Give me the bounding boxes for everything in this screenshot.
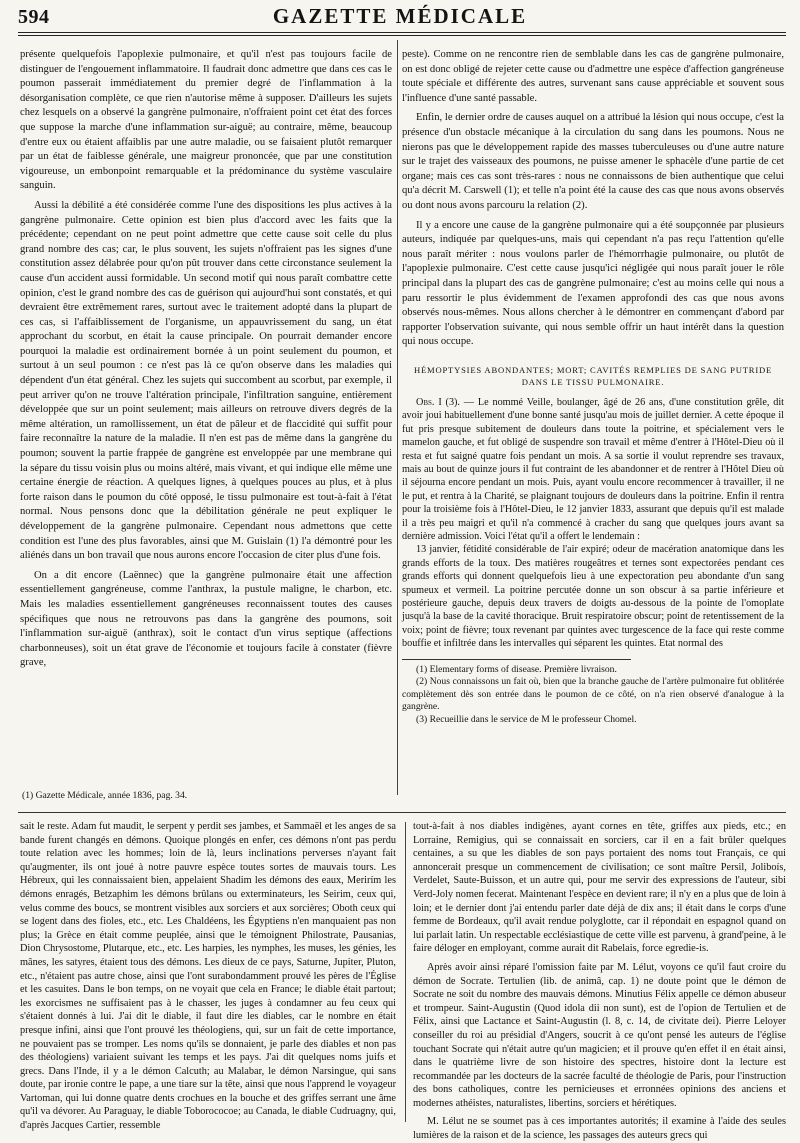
running-title: GAZETTE MÉDICALE <box>272 4 528 28</box>
paragraph: Aussi la débilité a été considérée comme l'une des dispositions les plus actives à la gangrène pulmonaire. Cette opinion est bien plus d'accord avec les faits que la précédente; cependant on ne peut point admettre que cette cause soit celle du plus grand nombre des cas; car, le plus souvent, les sujets n'offraient pas les signes d'une constitution assez délabrée pour qu'on pût trouver dans cette circonstance seulement la cause d'un accident aussi formidable. Un second motif qui nous paraît combattre cette opinion, c'est le grand nombre des cas de guérison qui aujourd'hui sont constatés, et qui devraient être extrêmement rares, surtout avec le traitement adopté dans la plupart de ces cas, si l'affaiblissement de l'organisme, un appauvrissement du sang, un état approchant du scorbut, en était la cause principale. On pourrait demander encore pourquoi la maladie est ordinairement bornée à un point seulement du poumon, et surtout à un seul poumon : ce n'est pas là ce qu'on observe dans les maladies qui dépendent d'un état général. Chez les sujets qui succombent au scorbut, par exemple, il peut arriver qu'on ne trouve l'altération principale, l'infiltration sanguine, entièrement développée que sur un point seulement; mais ailleurs on retrouve divers degrés de la même altération, un ramollissement, un état de pâleur et de flaccidité qui suffit pour faire reconnaître la nature de la maladie. Il n'en est pas de même dans la gangrène du poumon; souvent la partie frappée de gangrène est enveloppée par une membrane qui la sépare du tissu voisin plus ou moins altéré, mais vivant, et qui indique elle même une certaine énergie de réaction. A quelques lignes, à quelques pouces au plus, et à plus forte raison dans le poumon du côté opposé, le tissu pulmonaire est tout-à-fait à l'état normal. Nous pensons donc que la débilitation générale ne peut expliquer le développement de la gangrène pulmonaire. Cependant nous admettons que cette condition est l'une des plus favorables, ainsi que M. Guislain (1) l'a démontré pour les aliénés dans un bon travail que nous aurons encore l'occasion de citer plus d'une fois. <box>20 199 392 562</box>
paragraph: Il y a encore une cause de la gangrène pulmonaire qui a été soupçonnée par plusieurs auteurs, indiquée par quelques-uns, mais qui cependant n'a pas reçu l'attention qu'elle nous paraît mériter : nous voulons parler de l'hémorrhagie pulmonaire, ou plutôt de l'apoplexie pulmonaire. C'est cette cause jusqu'ici négligée qui nous paraît jouer le rôle principal dans la plupart des cas de gangrène pulmonaire; c'est au moins celle qui nous a paru ressortir le plus évidemment de l'examen approfondi des cas que nous avons observés nous-mêmes. Nous allons chercher à le démontrer en commençant d'abord par rapporter l'observation suivante, qui nous semble offrir un haut intérêt dans la question qui nous occupe. <box>402 219 784 348</box>
paragraph: sait le reste. Adam fut maudit, le serpent y perdit ses jambes, et Sammaël et les anges de sa bande furent changés en démons. Quoique plongés en enfer, ces démons n'ont pas perdu toute relation avec les hommes; loin de là, leurs inclinations perverses n'ayant fait qu'augmenter, ils ont joué à notre pauvre espèce toutes sortes de mauvais tours. Les Hébreux, qui les connaissaient bien, appelaient Shadim les démons des eaux, Merirím les démons enragés, Betzaphim les démons brûlans ou exterminateurs, les Seirim, ceux qui, velus comme des boucs, se montrent visibles aux sorciers et aux sorcières; Oboth ceux qui se logent dans des fioles, etc., etc. Les Chaldéens, les Égyptiens n'en manquaient pas non plus; la Grèce en était comme peuplée, ainsi que le témoignent Philostrate, Pausanias, Dion Chrysostome, Plutarque, etc., etc. Les harpies, les nymphes, les muses, les génies, les mânes, les satyres, étaient tous des démons. Les dieux de ce pays, Saturne, Jupiter, Pluton, etc., n'étaient pas autre chose, ainsi que l'ont surabondamment prouvé les pères de l'Église et les casuites. Dans le bon temps, on ne voyait que cela en France; le diable était partout; les exorcismes ne suffisaient pas à le chasser, les juges à condamner au feu ceux qui s'étaient donnés à lui. J'ai dit le diable, il faut dire les diables, car le nombre en était presque infini, ainsi que l'ont prouvé les théologiens, qui, sur un fait de cette importance, ne pouvaient pas se tromper. Les noms qu'ils se donnaient, je parle des diables et non pas des théologiens) variaient suivant les temps et les pays. J'ai dit quelques noms juifs et grecs. Dans l'Inde, il y a le démon Calcuth; au Malabar, le démon Narsingue, qui sans doute, par ironie contre le pape, a une tiare sur la tête, ainsi que nous l'apprend le voyageur Vartoman, qui lui donne quatre dents crochues en la bouche et des griffes serrant une âme qu'il va dévorer. Au Paraguay, le diable Toborococoe; au Canada, le diable Cudruagny, qui, d'après Jacques Cartier, ressemble <box>20 821 396 1132</box>
paragraph: Enfin, le dernier ordre de causes auquel on a attribué la lésion qui nous occupe, c'est la présence d'un obstacle mécanique à la circulation du sang dans les poumons. Nous ne nierons pas que le développement rapide des masses tuberculeuses ou d'une autre nature sur le trajet des vaisseaux des poumons, ne puisse amener le sphacèle d'une partie de cet organe; mais ces cas sont très-rares : nous ne connaissons de bien authentique que celui qu'a décrit M. Carswell (1); et telle n'a point été la cause des cas que nous avons observés ou dont nous avons parcouru la relation (2). <box>402 112 784 211</box>
column-bottom-left <box>20 820 396 1132</box>
footnote-3: (3) Recueillie dans le service de M le professeur Chomel. <box>416 713 637 725</box>
footnote-1: (1) Elementary forms of disease. Première livraison. <box>416 663 617 675</box>
paragraph: tout-à-fait à nos diables indigènes, ayant cornes en tête, griffes aux pieds, etc.; en Lorraine, Remigius, qui se connaissait en sorciers, car il en a fait brûler quelques centaines, a su que les diables de son pays portaient des noms tout Français, ce qui annoncerait presque un commencement de civilisation; ce sont maître Persil, Joliboís, Verdelet, Saute-Buisson, et un autre qui, pour me servir des expressions de l'auteur, sibi Verd-Joly nomen fecerat. Maintenant l'espèce en devient rare; il n'y en a plus que de loin à loin; et le dernier dont j'ai entendu parler date déjà de dix ans; il était dans le corps d'une femme de Bordeaux, qu'il avait rendue polyglotte, car il répondait en espagnol quand on lui parlait latin. Un respectable ecclésiastique de cette ville est parvenu, à grand'peine, à le faire déloger en employant, comme aurait dit Rabelais, force egredie-is. <box>413 821 786 955</box>
paragraph: Après avoir ainsi réparé l'omission faite par M. Lélut, voyons ce qu'il faut croire du démon de Socrate. Tertulien (lib. de animâ, cap. 1) ne doute point que le démon de Socrate ne soit du nombre des mauvais démons. Minutius Félix appelle ce démon abuseur et trompeur. Saint-Augustin (Quod idola dii non sunt), est de l'opion de Tertulien et de Félix, ainsi que Lactance et Saint-Augustin (l. 8, c. 14, de civitate dei). Pierre Leloyer conseiller du roi au présidial d'Angers, soucrit à ce qu'ont pensé les auteurs de l'église touchant Socrate qui n'était autre qu'un magicien; et il prouve qu'en effet il en était ainsi, dans le quatrième livre de son histoire des spectres, histoire dont la lecture est recommandée par les docteurs de la sacrée faculté de théologie de Paris, pour l'instruction des bons catholiques, contre les pernicieuses et erronnées opinions des anciens et modernes athéistes, naturalistes, libertins, sorciers et hérétiques. <box>413 961 786 1109</box>
section-rule <box>18 812 786 813</box>
paragraph: peste). Comme on ne rencontre rien de semblable dans les cas de gangrène pulmonaire, on est donc obligé de rejeter cette cause ou d'admettre une espèce d'affection gangréneuse toute spéciale et différente des autres, survenant sans cause appréciable et souvent sous l'influence d'une santé passable. <box>402 49 784 104</box>
observation-paragraph <box>402 396 784 543</box>
header-rule <box>18 32 786 36</box>
footnote-left: (1) Gazette Médicale, année 1836, pag. 34. <box>22 790 188 801</box>
column-top-left <box>20 48 392 788</box>
column-divider-bottom <box>405 822 406 1122</box>
paragraph: présente quelquefois l'apoplexie pulmonaire, et qu'il n'est pas toujours facile de distinguer de l'engouement inflammatoire. Il faudrait donc admettre que dans ces cas le poumon passerait immédiatement du premier degré de l'inflammation à la désorganisation complète, ce que rien n'autorise même à supposer. D'ailleurs les sujets chez lesquels on a observé la gangrène pulmonaire, n'offraient point cet état des forces que suppose la marche d'une inflammation sur-aiguë; au contraire, même, beaucoup d'entre eux ou étaient affaiblis par une autre maladie, ou se faisaient plutôt remarquer par un état de faiblesse générale, une maigreur prononcée, que par une constitution vigoureuse, un embonpoint remarquable et la prédominance du système vasculaire sanguin. <box>20 49 392 192</box>
page-number: 594 <box>18 6 50 28</box>
paragraph: M. Lélut ne se soumet pas à ces importantes autorités; il examine à l'aide des seules lumières de la raison et de la science, les passages des auteurs grecs qui <box>413 1116 786 1142</box>
column-top-right <box>402 48 784 790</box>
observation-label: Obs. I (3). <box>416 396 460 408</box>
observation-paragraph-2: 13 janvier, fétidité considérable de l'air expiré; odeur de macération anatomique dans les grands efforts de la toux. Des matières rougeâtres et ternes sont expectorées pendant ces grands efforts qui donnent quelquefois lieu à une expectoration peu abondante d'un sang spumeux et vermeil. La poitrine percutée donne un son obscur à sa partie inférieure et postérieure gauche, depuis deux travers de doigts au-dessous de la pointe de l'omoplate jusqu'à la base de la cavité thoracique. Bruit respiratoire obscur; point de retentissement de la voix; point de fièvre; toux revenant par quintes avec turgescence de la face qui reste comme bouffie et infiltrée dans les intervalles qui séparent les quintes. Etat normal des <box>402 544 784 650</box>
footnote-rule <box>402 659 631 660</box>
paragraph: On a dit encore (Laënnec) que la gangrène pulmonaire était une affection essentiellement gangréneuse, comme l'anthrax, la pustule maligne, le charbon, etc. Mais les maladies essentiellement gangréneuses reconnaissent toutes des causes spécifiques que nous ne retrouvons pas dans la gangrène des poumons, soit l'inflammation sur-aiguë (anthrax), soit le contact d'un virus septique (affections charbonneuses), soit un état grave de l'économie et toujours facile à constater (fièvre grave, <box>20 569 392 669</box>
observation-text: — Le nommé Veille, boulanger, âgé de 26 ans, d'une constitution grêle, dit avoir joui habituellement d'une bonne santé jusqu'au mois de juillet dernier. A cette époque il fut pris presque subitement de douleurs dans toute la poitrine, et spécialement vers le mamelon gauche, et fut obligé de suspendre son travail et même d'entrer à l'Hôtel-Dieu où il resta et fut saigné quatre fois pendant un mois. A sa sortie il voulut reprendre ses travaux, mais au bout de quinze jours il fut contraint de les abandonner et de rentrer à l'Hôtel Dieu où il séjourna encore pendant un mois. Puis, ayant voulu encore recommencer à travailler, il ne le put, et rentra à la Charité, se plaignant toujours de douleurs dans la poitrine. Enfin il rentra pour la troisième fois à l'Hôtel-Dieu, le 12 janvier 1833, assurant que depuis qu'il est malade il a très peu maigri et qu'il n'a commencé à cracher du sang que quelques jours avant sa dernière admission. Voici l'état qu'il a offert le lendemain : <box>402 396 784 542</box>
section-heading: HÉMOPTYSIES ABONDANTES; MORT; CAVITÉS REMPLIES DE SANG PUTRIDE DANS LE TISSU PULMONAIRE. <box>413 364 773 387</box>
footnote-2: (2) Nous connaissons un fait où, bien que la branche gauche de l'artère pulmonaire fut oblitérée complètement dès son entrée dans le poumon de ce côté, on n'a rien observé d'analogue à la gangrène. <box>402 676 784 713</box>
column-bottom-right <box>413 820 786 1142</box>
column-divider-top <box>397 40 398 795</box>
